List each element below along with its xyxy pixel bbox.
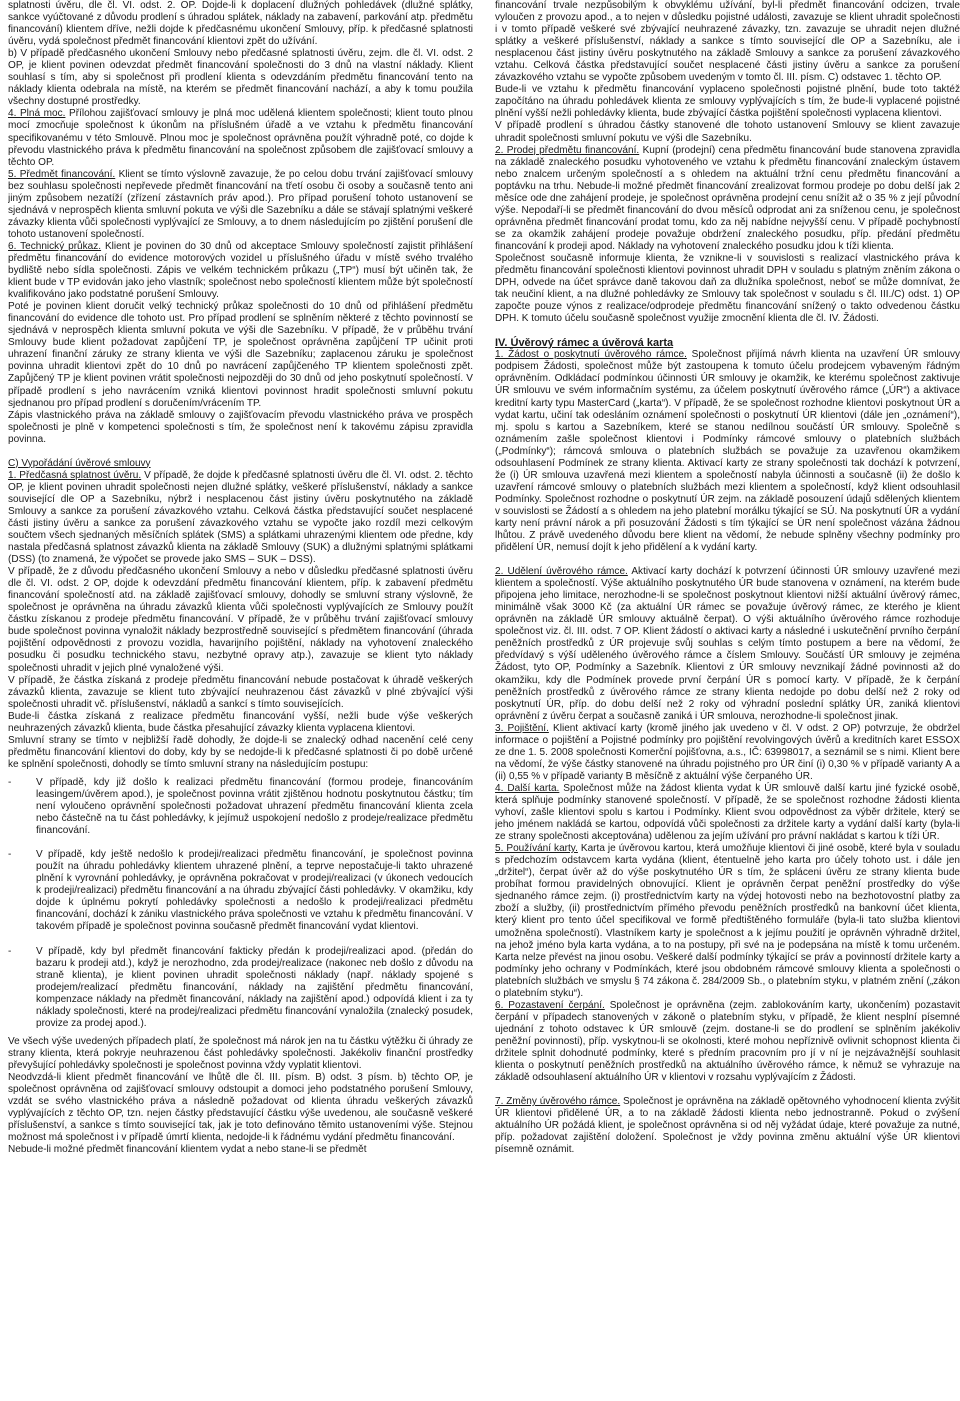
paragraph: 4. Další karta. Společnost může na žádost klienta vydat k ÚR smlouvě další kartu jiné fyzické osobě, která splňuje podmínky stanovené společností. V případě, že se společnost rozhodne žádosti klienta vyhoví, zašle klientovi spolu s kartou i Podmínky. Klient svou odpovědnost za výběr držitele, který se jeho jménem nakládá se kartou, odpovídá vůči společnosti za držitele karty a vydání další karty (byla-li ze strany společnosti akceptována) udělenou za jejím užívání pro právní nakládat s kartou k tíži ÚR. xyxy=(495,782,960,843)
section-lead: 5. Předmět financování. xyxy=(8,168,116,180)
section-lead: 2. Udělení úvěrového rámce. xyxy=(495,566,628,578)
paragraph: 6. Technický průkaz. Klient je povinen do 30 dnů od akceptace Smlouvy společností zajistit přihlášení předmětu financování do evidence motorových vozidel u příslušného úřadu v místě svého trvalého bydliště nebo sídla společnosti. Zápis ve velkém technickém průkazu („TP“) musí být učiněn tak, že klient bude v TP evidován jako jeho vlastník; společnost nebo společností klientem může být společností kvalifikováno jako podstatné porušení Smlouvy. xyxy=(8,240,473,301)
paragraph: Nebude-li možné předmět financování klientem vydat a nebo stane-li se předmět xyxy=(8,1144,367,1156)
paragraph: 5. Používání karty. Karta je úvěrovou kartou, která umožňuje klientovi či jiné osobě, které byla v souladu s předchozím odstavcem karta vydána (klient, étentuelně jeho karta pro účely tohoto ust. i dále jen „držitel“), čerpat úvěr až do výše poskytnutého ÚR s tím, že spláceni úvěru ze strany klienta bude probíhat formou pravidelných obnovující. Klient je oprávněn čerpat peněžní prostředky do výše sjednaného rámce zejm. (i) prostřednictvím karty na výdej hotovosti nebo na bezhotovostní platby za zboží a služby, (ii) prostřednictvím přímého převodu peněžních prostředků na bankovní účet klienta, který klient pro tento účel specifikoval ve formě předtištěného formuláře (byla-li tato služba klientovi umožněna společností). Vlastníkem karty je společnost a k jejímu použití je oprávněn výhradně držitel, na jehož jméno byla karta vydána, a to na postupy, při své na je podepsána na místě k tomu určeném. Karta nelze převést na jinou osobu. Veškeré další podmínky týkající se práv a povinností držitele karty a podmínky jeho ochrany v Podmínkách, které jsou obdobném rámcové smlouvy klienta a společnosti o platebních službách ve smyslu § 74 zákona č. 284/2009 Sb., o platebním styku, v platném znění („zákon o platebním styku“). xyxy=(495,843,960,999)
paragraph: 5. Předmět financování. Klient se tímto výslovně zavazuje, že po celou dobu trvání zajišťovací smlouvy bez souhlasu společnosti nepřevede předmět financování na třetí osobu či osoby a současně tento ani jiným způsobem nezatíží (zřízení zástavních práv apod.). Pro případ porušení tohoto ustanovení se sjednává v neprospěch klienta smluvní pokuta ve výši dle Sazebníku a dále se stávají splatnými veškeré závazky klienta vůči společnosti vyplývající ze Smlouvy, a to dnem následujícím po zjištění porušení dle tohoto ustanovení společností. xyxy=(8,168,473,240)
section-heading: IV. Úvěrový rámec a úvěrová karta xyxy=(495,337,674,350)
list-item: - V případě, kdy byl předmět financování fakticky předán k prodeji/realizaci apod. (předán do bazaru k prodeji atd.), když je nerozhodno, zda prodej/realizace (nakonec neb došlo z důvodu na straně klienta), je klient povinen uhradit společnosti náklady (např. náklady spojené s prodejem/realizací předmětu financování, náklady na zajištění předmětu financování, kompenzace náklady na předmět financování, náklady na zajištění apod.) odpovídá klient i za ty náklady společnosti, které na prodej/realizaci předmětu financování vynaložila (znalecký posudek, provize za prodej apod.). xyxy=(8,945,473,1029)
paragraph: b) V případě předčasného ukončení Smlouvy nebo předčasné splatnosti úvěru, zejm. dle čl. VI. odst. 2 OP, je klient povinen odevzdat předmět financování společnosti do 3 dnů na vlastní náklady. Klient souhlasí s tím, aby si společnost při prodlení klienta s odevzdáním předmětu financování tento na náklady klienta odebrala na místě, na kterém se předmět financování nachází, a aby k tomu použila všechny dostupné prostředky. xyxy=(8,48,473,108)
paragraph: 3. Pojištění. Klient aktivací karty (kromě jiného jak uvedeno v čl. V odst. 2 OP) potvrzuje, že obdržel informace o pojištění a Pojistné podmínky pro pojištění revolvingových úvěrů a kreditních karet ESSOX ze dne 1. 5. 2008 společnosti Komerční pojišťovna, a.s., IČ: 63998017, a seznámil se s nimi. Klient bere na vědomí, že výše částky stanovené na úhradu pojistného pro ÚR činí (i) 0,30 % v případě varianty A a (ii) 0,55 % v případě varianty B měsíčně z aktuální výše čerpaného ÚR. xyxy=(495,722,960,782)
paragraph: V případě, že z důvodu předčasného ukončení Smlouvy a nebo v důsledku předčasné splatnosti úvěru dle čl. VI. odst. 2 OP, dojde k odevzdání předmětu financování klientem, příp. k zabavení předmětu financování společností atd. na základě zajišťovací smlouvy, dohodly se smluvní strany výslovně, že společnost je oprávněna na úhradu závazků klienta vůči společnosti vyplývajících ze Smlouvy použít částku získanou z prodeje předmětu financování. V případě, že v průběhu trvání zajišťovací smlouvy bude společnost povinna vynaložit náklady bezprostředně související s předmětem financování (úhrada pojištění odpovědnosti z provozu vozidla, havarijního pojištění, náklady na vyhotovení znaleckého posudku či posudku technického stavu, nezbytné opravy atp.), zavazuje se klient tyto náklady společnosti uhradit v jejich plné vynaložené výši. xyxy=(8,566,473,674)
section-lead: 2. Prodej předmětu financování. xyxy=(495,144,640,156)
section-lead: 3. Pojištění. xyxy=(495,722,549,734)
paragraph: Smluvní strany se tímto v nejbližší řadě dohodly, že dojde-li se znalecký odhad nacenění celé ceny předmětu financování klientovi do doby, kdy by se nedojde-li k předčasné splatnosti či po době určené ke splnění společnosti, dohodly se tímto smluvní strany na následujícím postupu: xyxy=(8,734,473,770)
subsection-title: C) Vypořádání úvěrové smlouvy xyxy=(8,457,151,469)
paragraph: 1. Žádost o poskytnutí úvěrového rámce. Společnost přijímá návrh klienta na uzavření ÚR smlouvy podpisem Žádosti, společnost může být zastoupena k tomuto účelu prodejcem vybaveným řádným oprávněním. Odkládací podmínkou účinnosti ÚR smlouvy je okamžik, ke kterému společnost zaktivuje ÚR smlouvu ve svém informačním systému, za účelem poskytnutí úvěrového rámce („ÚR“) a aktivace kreditní karty typu MasterCard („karta“). V případě, že se společnost rozhodne klientovi poskytnout ÚR a vydat kartu, učiní tak odesláním oznámení společnosti o poskytnutí ÚR klientovi (dále jen „oznámení“), mj. spolu s kartou a Sazebníkem, které se stanou nedílnou součástí ÚR smlouvy. Společně s oznámením zašle společnost klientovi i Podmínky rámcové smlouvy o platebních službách („Podmínky“); rámcová smlouva o platebních službách se považuje za uzavřenou okamžikem odsouhlasení Podmínek ze strany klienta. Aktivací karty ze strany společnosti tak dochází k potvrzení, že (i) ÚR smlouva uzavřená mezi klientem a společností nabyla účinnosti a současně (ii) že došlo k uzavření rámcové smlouvy o platebních službách mezi klientem a společností, když klient odsouhlasil Podmínky. Společnost rozhodne o poskytnutí ÚR zejm. na základě posouzení údajů sdělených klientem v souvislosti se Žádostí a s ohledem na jeho platební morálku týkající se SÚ. Na poskytnutí ÚR a vydání karty není právní nárok a při posuzování Žádosti s tím týkající se ÚR není společnost vázána žádnou lhůtou. Z právě uvedeného důvodu bere klient na vědomí, že nebude splněny všechny podmínky pro přidělení ÚR, nemusí dojít k jeho přidělení a k vydání karty. xyxy=(495,349,960,554)
paragraph: 1. Předčasná splatnost úvěru. V případě, že dojde k předčasné splatnosti úvěru dle čl. VI. odst. 2. těchto OP, je klient povinen uhradit společnosti nejen dlužné splátky, veškeré příslušenství, náklady a sankce související dle OP a Sazebníku, nýbrž i nesplacenou část jistiny úvěru poskytnutého na základě Smlouvy a sankce za porušení závazkového vztahu. Celková částka představující součet nesplacené části jistiny úvěru a sankce za porušení závazkového vztahu se vypočte jako rozdíl mezi celkovým součtem všech sjednaných měsíčních splátek (SMS) a splátkami uhrazenými klientem ode předne, kdy nastala předčasná splatnost závazků klienta na základě Smlouvy (SUK) a dlužnými splatnými splátkami (DSS) (to znamená, že výpočet se provede jako SMS – SUK – DSS). xyxy=(8,469,473,566)
section-lead: 4. Plná moc. xyxy=(8,108,66,120)
section-lead: 1. Předčasná splatnost úvěru. xyxy=(8,469,142,481)
paragraph: Zápis vlastnického práva na základě smlouvy o zajišťovacím převodu vlastnického práva ve prospěch společnosti je plně v kompetenci společnosti s tím, že společnost není k takovému zápisu zpravidla povinna. xyxy=(8,409,473,445)
paragraph: V případě prodlení s úhradou částky stanovené dle tohoto ustanovení Smlouvy se klient zavazuje uhradit společnosti smluvní pokutu ve výši dle Sazebníku. xyxy=(495,120,960,144)
paragraph: V případě, že částka získaná z prodeje předmětu financování nebude postačovat k úhradě veškerých závazků klienta, zavazuje se klient tuto zbývající neuhrazenou část závazků v plné zbývající výši společnosti uhradit vč. příslušenství, nákladů a sankcí s tímto souvisejících. xyxy=(8,674,473,710)
paragraph: splatnosti úvěru, dle čl. VI. odst. 2. OP. Dojde-li k doplacení dlužných pohledávek (dlužné splátky, sankce vyúčtované z důvodu prodlení s úhradou splátek, náklady na zabavení, parkování atp. předmětu financování) klientem dříve, nežli dojde k předčasnému ukončení Smlouvy, příp. k předčasné splatnosti úvěru, vydá společnost předmět financování klientovi zpět do užívání. xyxy=(8,0,473,48)
paragraph: 2. Prodej předmětu financování. Kupní (prodejní) cena předmětu financování bude stanovena zpravidla na základě znaleckého posudku vyhotoveného ve vztahu k předmětu financování znaleckým ústavem nebo znalcem určeným společností a s ohledem na aktuální tržní cenu předmětu financování a poptávku na trhu. Nebude-li možné předmět financování zrealizovat formou prodeje po dobu delší jak 2 měsíce ode dne zahájení prodeje, je společnost oprávněna prodejní cenu snížit až o 35 % z její původní výše. Nepodaří-li se předmět financování do dvou měsíců odprodat ani za sníženou cenu, je společnost oprávněna předmět financování prodat tomu, kdo za něj nabídne nejvyšší cenu. V případě pochybností se za okamžik zahájení prodeje považuje obdržení znaleckého posudku, příp. předání předmětu financování k prodeji apod. Náklady na vyhotovení znaleckého posudku jdou k tíži klienta. xyxy=(495,144,960,252)
left-column xyxy=(8,0,473,1401)
section-lead: 5. Používání karty. xyxy=(495,843,578,855)
paragraph: 7. Změny úvěrového rámce. Společnost je oprávněna na základě opětovného vyhodnocení klienta zvýšit ÚR klientovi přidělené ÚR, a to na základě žádosti klienta nebo jednostranně. Pokud o zvýšení aktuálního ÚR požádá klient, je společnost oprávněna si od něj vyžádat údaje, které považuje za nutné, příp. požadovat zajištění doložení. Společnost je vždy povinna změnu aktuální výše ÚR klientovi písemně oznámit. xyxy=(495,1096,960,1156)
paragraph: 6. Pozastavení čerpání. Společnost je oprávněna (zejm. zablokováním karty, ukončením) pozastavit čerpání v případech stanovených v zákoně o platebním styku, v případě, že klient nesplní písemné ujednání z tohoto odstavec k ÚR smlouvě (zejm. dostane-li se do prodlení se splněním jakékoliv peněžní povinnosti), příp. vyskytnou-li se okolnosti, které mohou nepříznivě ovlivnit schopnost klienta či držitele splnit dohodnuté podmínky, které s předním pracovním pro jí v ní je nejzávažnější souhlasit klienta o poskytnutí peněžních prostředků na aktuálního úvěrového rámce, k němuž se vyhrazuje na základě odsouhlasení aktuálního ÚR v klientovi v rozsahu vyplývajícím z Žádosti. xyxy=(495,999,960,1084)
section-lead: 7. Změny úvěrového rámce. xyxy=(495,1096,621,1108)
paragraph: Neodvzdá-li klient předmět financování ve lhůtě dle čl. III. písm. B) odst. 3 písm. b) těchto OP, je společnost oprávněna od zajišťovací smlouvy odstoupit a domoci jeho podstatného porušení Smlouvy, vzdát se svého vlastnického práva a následně požadovat od klienta úhradu veškerých závazků vyplývajících z těchto OP, tzn. nejen částky představující částku výše uvedenou, ale současně veškeré příslušenství, a sankce s tímto související tak, jak je toto definováno těmito ustanoveními výše. Stejnou možnost má společnost i v případě úmrtí klienta, nedojde-li k řádnému vydání předmětu financování. xyxy=(8,1071,473,1144)
paragraph: Poté je povinen klient doručit velký technický průkaz společnosti do 10 dnů od přihlášení předmětu financování do evidence dle tohoto ust. Pro případ prodlení se splněním některé z těchto povinností se sjednává v neprospěch klienta smluvní pokuta ve výši dle Sazebníku. V případě, že v průběhu trvání Smlouvy bude klient požadovat zapůjčení TP, je společnost oprávněna zapůjčení TP učinit proti uhrazení finanční záruky ze strany klienta ve výši dle Sazebníku; zaplacenou záruku je společnost povinna uhradit klientovi zpět do 10 dnů po navrácení zapůjčeného TP klientem společnosti zpět. Zapůjčený TP je klient povinen vrátit společnosti nejpozději do 30 dnů od jeho poskytnutí společností. V případě prodlení s jeho navrácením vzniká klientovi povinnost hradit společnosti smluvní pokutu sjednanou pro případ prodlení s doručením/vrácením TP. xyxy=(8,301,473,409)
paragraph: Společnost současně informuje klienta, že vznikne-li v souvislosti s realizací vlastnického práva k předmětu financování společnosti klientovi povinnost uhradit DPH v souladu s platným zněním zákona o DPH, odvede na účet správce daně takovou daň za dlužníka společnost, neboť se může domnívat, že tak neučiní klient, a na dlužné pohledávky ze Smlouvy tak společnost v souladu s čl. III./C) odst. 1) OP započte pouze výnos z realizace/odprodeje předmětu financování snížený o takto odvedenou částku DPH. K tomuto účelu současně společnost využije zmocnění klienta dle čl. IV. Žádosti. xyxy=(495,252,960,325)
list-item: - V případě, kdy ještě nedošlo k prodeji/realizaci předmětu financování, je společnost povinna použít na úhradu pohledávky klientem uhrazené plnění, a teprve nepostačuje-li takto uhrazené plnění k vyrovnání pohledávky, je oprávněna pokračovat v prodeji/realizaci (v úkonech vedoucích k prodeji/realizaci) předmětu financování a na úhradu zbývající části pohledávky. V okamžiku, kdy dojde k úplnému pokrytí pohledávky společnosti a nedošlo k prodeji/realizaci předmětu financování, dochází k zániku vlastnického práva společnosti ve vztahu k předmětu financování. V takovém případě je společnost povinna současně předmět financování vydat klientovi. xyxy=(8,849,473,933)
section-lead: 1. Žádost o poskytnutí úvěrového rámce. xyxy=(495,349,687,361)
paragraph: Bude-li částka získaná z realizace předmětu financování vyšší, nežli bude výše veškerých neuhrazených závazků klienta, bude částka přesahující závazky klienta vyplacena klientovi. xyxy=(8,710,473,734)
right-column xyxy=(495,0,960,1401)
paragraph: financování trvale nezpůsobilým k obvyklému užívání, byl-li předmět financování odcizen, trvale vyloučen z provozu apod., a to nejen v důsledku pojistné události, zavazuje se klient uhradit společnosti i v tomto případě veškeré své zbývající neuhrazené závazky, tzn. zavazuje se uhradit nejen dlužné splátky a veškeré příslušenství, náklady a sankce s tímto související dle OP a Sazebníku, ale i nesplacenou část jistiny úvěru poskytnutého na základě Smlouvy a sankce za porušení závazkového vztahu. Celková částka představující součet nesplacené části jistiny úvěru a sankce za porušení závazkového vztahu se vypočte způsobem uvedeným v tomto čl. III. písm. C) odstavec 1. těchto OP. xyxy=(495,0,960,84)
paragraph: Bude-li ve vztahu k předmětu financování vyplaceno společnosti pojistné plnění, bude toto taktéž započítáno na úhradu pohledávek klienta ze smlouvy vyplývajících s tím, že bude-li vyplacené pojistné plnění vyšší nežli pohledávky klienta, bude zbývající částka pojištění společnosti vyplacena klientovi. xyxy=(495,84,960,120)
paragraph: Ve všech výše uvedených případech platí, že společnost má nárok jen na tu částku výtěžku či úhrady ze strany klienta, která pokryje neuhrazenou část pohledávky společnosti. Jakékoliv finanční prostředky převyšující pohledávky společnosti je společnost povinna vždy vyplatit klientovi. xyxy=(8,1035,473,1071)
section-lead: 6. Pozastavení čerpání. xyxy=(495,999,605,1011)
section-lead: 6. Technický průkaz. xyxy=(8,240,102,252)
paragraph: 4. Plná moc. Přílohou zajišťovací smlouvy je plná moc udělená klientem společnosti; klient touto plnou mocí zmocňuje společnost k úkonům na příslušném úřadě a ve vztahu k předmětu financování specifikovanému v této Smlouvě. Plnou moc je společnost oprávněna použít výhradně poté, co dojde k převodu vlastnického práva k předmětu financování na společnost způsobem dle zajišťovací smlouvy a těchto OP. xyxy=(8,108,473,168)
list-item: - V případě, kdy již došlo k realizaci předmětu financování (formou prodeje, financováním leasingem/úvěrem apod.), je společnost povinna vrátit zjištěnou hodnotu poskytnutou částku; tím není vyloučeno oprávnění společnosti požadovat uhrazení předmětu financování klienta zcela nebo částečně na tu část pohledávky, k jejímuž uspokojení nedošlo z prodeje/realizace předmětu financování. xyxy=(8,776,473,837)
section-lead: 4. Další karta. xyxy=(495,782,560,794)
paragraph: 2. Udělení úvěrového rámce. Aktivací karty dochází k potvrzení účinnosti ÚR smlouvy uzavřené mezi klientem a společností. Výše aktuálního poskytnutého ÚR bude stanovena v oznámení, na kterém bude připojena jeho limitace, nerozhodne-li se společnost poskytnout klientovi nižší aktuální úvěrový rámec, minimálně však 3000 Kč (za aktuální ÚR rámec se považuje úvěrový rámec, ze kterého je klient oprávněn na základě ÚR smlouvy aktuálně čerpat). O výši aktuálního úvěrového rámce rozhoduje společnost viz. čl. III. odst. 7 OP. Klient žádostí o aktivaci karty a následné i uskutečnění prvního čerpání peněžních prostředků z ÚR projevuje svůj souhlas s celým tímto postupem a bere na vědomí, že předvídavý s výší uděleného úvěrového rámce a číslem Smlouvy. Součástí ÚR smlouvy je zejména Žádost, tyto OP, Podmínky a Sazebník. Klientovi z ÚR smlouvy nevznikají žádné povinnosti až do okamžiku, kdy dle Podmínek provede první čerpání ÚR s pomocí karty. V případě, že k čerpání peněžních prostředků z úvěrového rámce ze strany klienta nedojde po dobu delší než 2 roky od poskytnutí ÚR, příp. do dobu delší než 2 roky od výhradní poslední splátky ÚR, zaniká klientovi oprávnění z úvěru čerpat a současně zaniká i ÚR smlouva, nerozhodne-li společnost jinak. xyxy=(495,566,960,722)
